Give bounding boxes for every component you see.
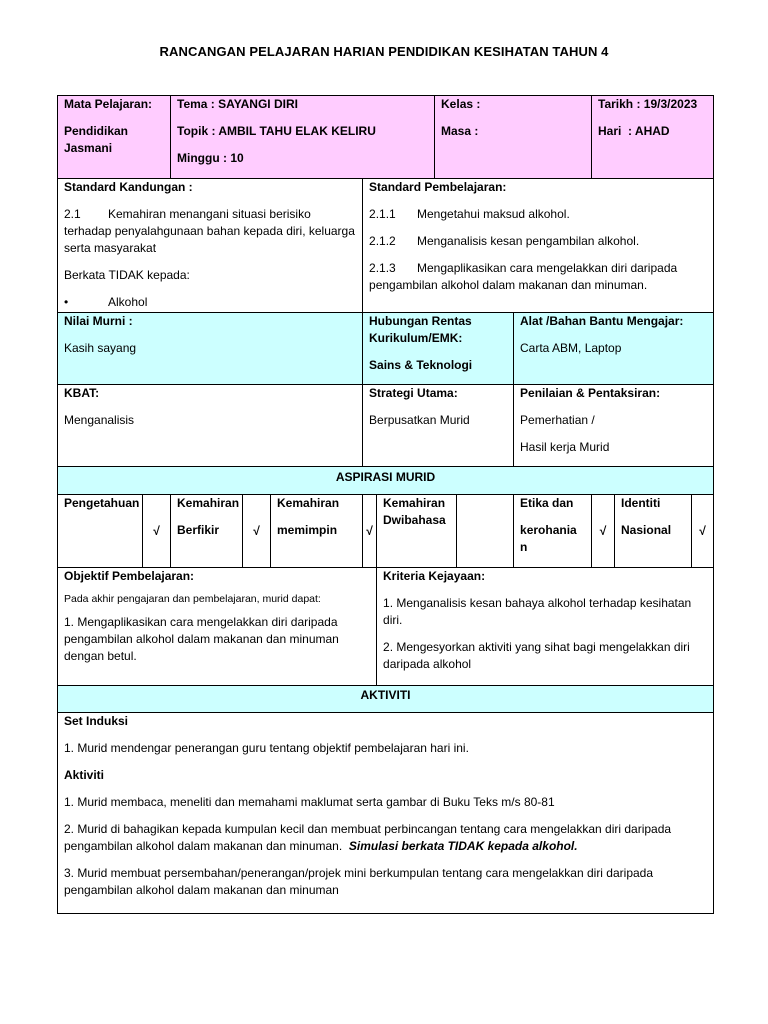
kelas: Kelas : [441,97,481,111]
objektif-label: Objektif Pembelajaran: [64,569,195,583]
kbat-cell [58,385,363,467]
objektif-row [58,568,714,686]
standard-pembelajaran-label: Standard Pembelajaran: [369,180,507,194]
hubungan-cell [363,313,514,385]
tick-mark: √ [143,495,171,568]
mata-pelajaran-cell [58,96,171,179]
aktiviti-heading: AKTIVITI [58,686,714,713]
aspirasi-item: Kemahiran memimpin [271,495,363,568]
minggu: Minggu : 10 [177,151,244,165]
strategi-value: Berpusatkan Murid [369,413,470,427]
sp-item: 2.1.2 Menganalisis kesan pengambilan alkohol. [369,234,640,248]
aktiviti-content-row [58,713,714,914]
lesson-plan-table [57,95,714,914]
standard-kandungan-cell [58,179,363,313]
hari-value: : AHAD [628,124,670,138]
hari-label: Hari [598,124,622,138]
aspirasi-item: Pengetahuan [58,495,143,568]
sk-berkata: Berkata TIDAK kepada: [64,268,190,282]
aktiviti-heading-row [58,686,714,713]
objektif-intro: Pada akhir pengajaran dan pembelajaran, murid dapat: [64,593,321,605]
aktiviti-item: 2. Murid di bahagikan kepada kumpulan kecil dan membuat perbincangan tentang cara mengelakkan diri daripada pengambilan alkohol dalam makanan dan minuman. Simulasi berkata TIDAK kepada alkohol. [64,822,672,853]
alat-cell [514,313,714,385]
header-row [58,96,714,179]
aspirasi-heading-row [58,467,714,495]
nilai-row [58,313,714,385]
sk-number: 2.1 [64,207,81,221]
aspirasi-item: Identiti Nasional [615,495,692,568]
kriteria-item: 1. Menganalisis kesan bahaya alkohol terhadap kesihatan diri. [383,596,692,627]
sk-bullet-item: Alkohol [108,295,148,309]
tick-mark: √ [243,495,271,568]
kriteria-item: 2. Mengesyorkan aktiviti yang sihat bagi mengelakkan diri daripada alkohol [383,640,690,671]
aktiviti-item: 1. Murid membaca, meneliti dan memahami maklumat serta gambar di Buku Teks m/s 80-81 [64,795,555,809]
tick-mark: √ [692,495,714,568]
aktiviti-emphasis: Simulasi berkata TIDAK kepada alkohol. [348,839,578,853]
strategi-cell [363,385,514,467]
penilaian-label: Penilaian & Pentaksiran: [520,386,661,400]
tarikh-cell [592,96,714,179]
mata-pelajaran-label: Mata Pelajaran: [64,97,153,111]
tick-mark: √ [592,495,615,568]
standard-kandungan-label: Standard Kandungan : [64,180,193,194]
penilaian-cell [514,385,714,467]
sp-item: 2.1.1 Mengetahui maksud alkohol. [369,207,570,221]
standard-pembelajaran-cell [363,179,714,313]
tema: Tema : SAYANGI DIRI [177,97,298,111]
aspirasi-item: Kemahiran Berfikir [171,495,243,568]
penilaian-value-2: Hasil kerja Murid [520,440,610,454]
aspirasi-item: Kemahiran Dwibahasa [377,495,457,568]
kriteria-cell [377,568,714,686]
strategi-label: Strategi Utama: [369,386,458,400]
masa: Masa : [441,124,479,138]
aktiviti-item: 3. Murid membuat persembahan/penerangan/projek mini berkumpulan tentang cara mengelakkan diri daripada pengambilan alkohol dalam makanan dan minuman [64,866,654,897]
mata-pelajaran-value: Pendidikan Jasmani [64,124,129,155]
aspirasi-item: Etika dan kerohania n [514,495,592,568]
alat-value: Carta ABM, Laptop [520,341,622,355]
hubungan-label: Hubungan Rentas Kurikulum/EMK: [369,314,472,345]
tema-cell [171,96,435,179]
tarikh: Tarikh : 19/3/2023 [598,97,698,111]
objektif-cell [58,568,377,686]
kbat-value: Menganalisis [64,413,135,427]
nilai-murni-value: Kasih sayang [64,341,137,355]
kelas-cell [435,96,592,179]
aktiviti-cell [58,713,714,914]
kriteria-label: Kriteria Kejayaan: [383,569,486,583]
set-induksi-label: Set Induksi [64,714,129,728]
tick-mark [457,495,514,568]
objektif-item: 1. Mengaplikasikan cara mengelakkan diri daripada pengambilan alkohol dalam makanan dan minuman dengan betul. [64,615,339,663]
bullet-icon: • [64,295,69,309]
set-induksi-item: 1. Murid mendengar penerangan guru tentang objektif pembelajaran hari ini. [64,741,469,755]
aktiviti-label: Aktiviti [64,768,105,782]
sp-item: 2.1.3 Mengaplikasikan cara mengelakkan diri daripada pengambilan alkohol dalam makanan dan minuman. [369,261,678,292]
kbat-row [58,385,714,467]
tick-mark: √ [363,495,377,568]
hubungan-value: Sains & Teknologi [369,358,473,372]
document-title: RANCANGAN PELAJARAN HARIAN PENDIDIKAN KESIHATAN TAHUN 4 [159,44,609,59]
aspirasi-items-row [58,495,714,568]
sk-text: Kemahiran menangani situasi berisiko terhadap penyalahgunaan bahan kepada diri, keluarga serta masyarakat [64,207,355,255]
standard-row [58,179,714,313]
nilai-murni-label: Nilai Murni : [64,314,133,328]
aspirasi-heading: ASPIRASI MURID [58,467,714,495]
kbat-label: KBAT: [64,386,100,400]
alat-label: Alat /Bahan Bantu Mengajar: [520,314,684,328]
nilai-murni-cell [58,313,363,385]
topik: Topik : AMBIL TAHU ELAK KELIRU [177,124,376,138]
penilaian-value-1: Pemerhatian / [520,413,595,427]
